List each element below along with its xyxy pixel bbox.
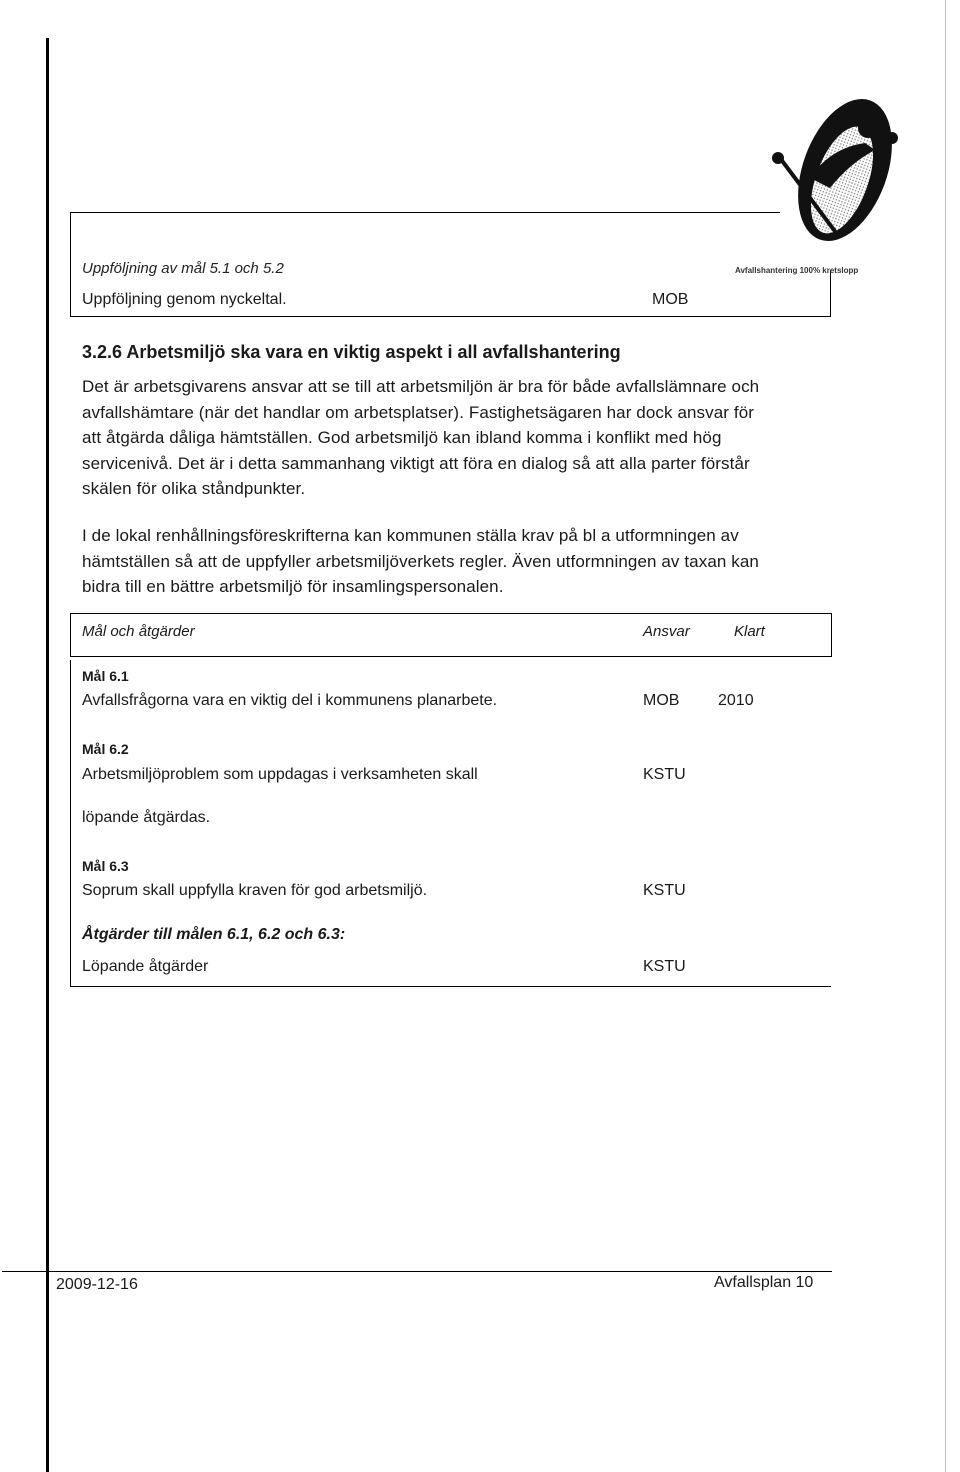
followup-title: Uppföljning av mål 5.1 och 5.2 (82, 260, 284, 277)
action-responsible: KSTU (643, 958, 686, 975)
goal-text: Arbetsmiljöproblem som uppdagas i verksamheten skall (82, 766, 478, 783)
paragraph-1 (82, 374, 842, 502)
followup-responsible: MOB (652, 291, 689, 308)
goal-text: Avfallsfrågorna vara en viktig del i kommunens planarbete. (82, 692, 498, 709)
column-done: Klart (734, 623, 765, 640)
followup-line: Uppföljning genom nyckeltal. (82, 291, 287, 308)
goal-responsible: MOB (643, 692, 680, 709)
goal-label: Mål 6.1 (82, 668, 129, 684)
goal-label: Mål 6.2 (82, 741, 129, 757)
followup-box-top-rule (70, 212, 780, 213)
recycling-figure-icon (770, 88, 900, 278)
action-text: Löpande åtgärder (82, 958, 209, 975)
paragraph-1-line: servicenivå. Det är i detta sammanhang viktigt att föra en dialog så att alla parter förstår (82, 453, 750, 473)
footer-rule (2, 1271, 832, 1272)
column-goals: Mål och åtgärder (82, 623, 195, 640)
paragraph-2-line: bidra till en bättre arbetsmiljö för insamlingspersonalen. (82, 577, 504, 596)
logo (770, 88, 900, 278)
actions-heading: Åtgärder till målen 6.1, 6.2 och 6.3: (82, 926, 346, 943)
paragraph-2 (82, 523, 842, 600)
paragraph-1-line: att åtgärda dåliga hämtställen. God arbetsmiljö kan ibland komma i konflikt med hög (82, 428, 722, 447)
logo-caption: Avfallshantering 100% kretslopp (735, 266, 859, 275)
paragraph-1-line: avfallshämtare (när det handlar om arbetsplatser). Fastighetsägaren har dock ansvar för (82, 402, 755, 422)
goal-done: 2010 (718, 692, 754, 709)
column-responsible: Ansvar (643, 623, 690, 640)
paragraph-2-line: I de lokal renhållningsföreskrifterna kan kommunen ställa krav på bl a utformningen av (82, 526, 739, 545)
paragraph-2-line: hämtställen så att de uppfyller arbetsmiljöverkets regler. Även utformningen av taxan kan (82, 551, 759, 571)
footer-date: 2009-12-16 (56, 1276, 138, 1293)
right-edge-rule (945, 0, 946, 1472)
left-margin-rule (46, 38, 49, 1472)
footer-page: Avfallsplan 10 (714, 1274, 814, 1291)
goal-responsible: KSTU (643, 882, 686, 899)
goal-responsible: KSTU (643, 766, 686, 783)
section-heading: 3.2.6 Arbetsmiljö ska vara en viktig aspekt i all avfallshantering (82, 342, 621, 362)
goal-label: Mål 6.3 (82, 858, 129, 874)
paragraph-1-line: skälen för olika ståndpunkter. (82, 479, 306, 498)
goal-text-continued: löpande åtgärdas. (82, 809, 211, 826)
paragraph-1-line: Det är arbetsgivarens ansvar att se till att arbetsmiljön är bra för både avfallslämnare och (82, 377, 760, 396)
goal-text: Soprum skall uppfylla kraven för god arbetsmiljö. (82, 882, 428, 899)
